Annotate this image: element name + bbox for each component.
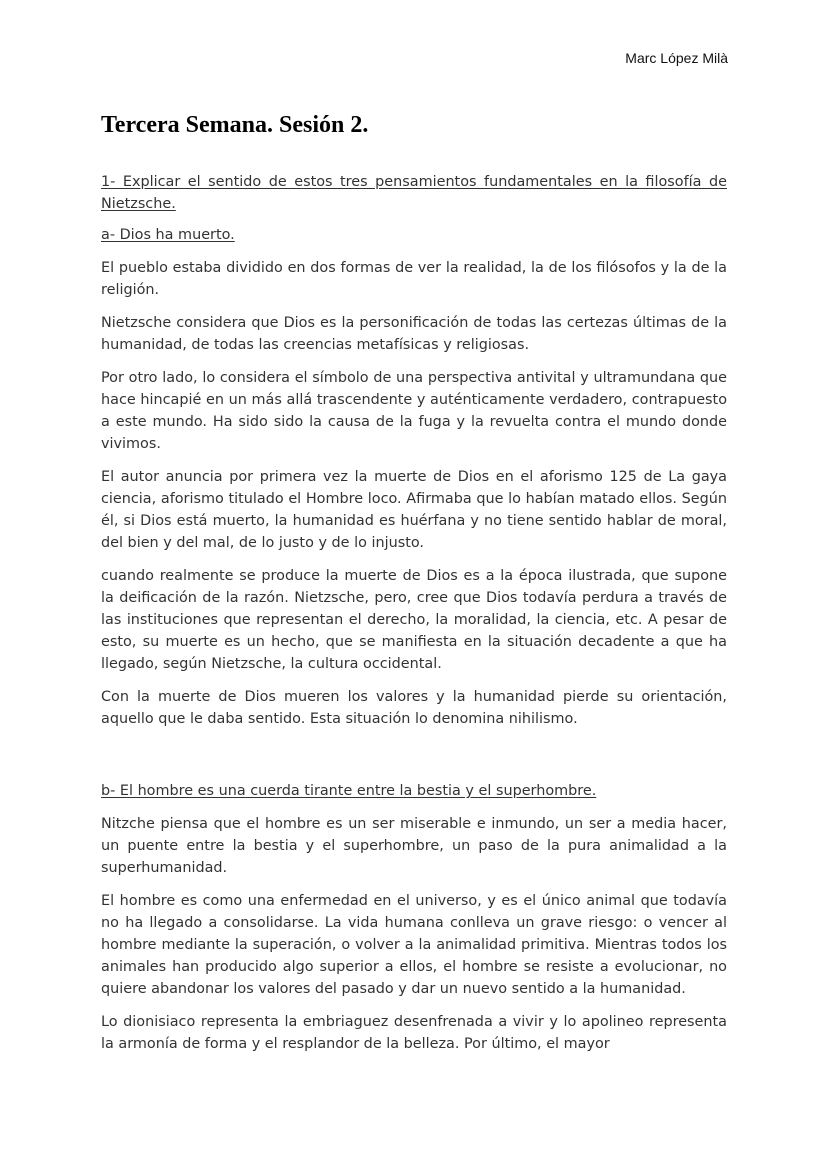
section-b-paragraph-3: Lo dionisiaco representa la embriaguez desenfrenada a vivir y lo apolineo representa la armonía de forma y el resplandor de la belleza. Por último, el mayor — [101, 1014, 727, 1052]
section-a-paragraph-1: El pueblo estaba dividido en dos formas de ver la realidad, la de los filósofos y la de la religión. — [101, 260, 727, 298]
section-a-paragraph-5: cuando realmente se produce la muerte de Dios es a la época ilustrada, que supone la deificación de la razón. Nietzsche, pero, cree que Dios todavía perdura a través de las instituciones que representan el derecho, la moralidad, la ciencia, etc. A pesar de esto, su muerte es un hecho, que se manifiesta en la situación decadente a que ha llegado, según Nietzsche, la cultura occidental. — [101, 568, 727, 672]
section-a-paragraph-2: Nietzsche considera que Dios es la personificación de todas las certezas últimas de la humanidad, de todas las creencias metafísicas y religiosas. — [101, 315, 727, 353]
author-name: Marc López Milà — [625, 50, 728, 66]
section-a-paragraph-6: Con la muerte de Dios mueren los valores y la humanidad pierde su orientación, aquello que le daba sentido. Esta situación lo denomina nihilismo. — [101, 689, 727, 727]
document-body — [101, 171, 727, 1066]
section-a-heading: a- Dios ha muerto. — [101, 227, 235, 243]
question-heading: 1- Explicar el sentido de estos tres pensamientos fundamentales en la filosofía de Nietzsche. — [101, 174, 727, 212]
section-b-heading: b- El hombre es una cuerda tirante entre la bestia y el superhombre. — [101, 783, 597, 799]
section-spacer — [101, 741, 727, 780]
section-a-paragraph-3: Por otro lado, lo considera el símbolo de una perspectiva antivital y ultramundana que hace hincapié en un más allá trascendente y auténticamente verdadero, contrapuesto a este mundo. Ha sido sido la causa de la fuga y la revuelta contra el mundo donde vivimos. — [101, 370, 727, 452]
section-b-paragraph-1: Nitzche piensa que el hombre es un ser miserable e inmundo, un ser a media hacer, un puente entre la bestia y el superhombre, un paso de la pura animalidad a la superhumanidad. — [101, 816, 727, 876]
page-title: Tercera Semana. Sesión 2. — [101, 112, 369, 138]
section-a-paragraph-4: El autor anuncia por primera vez la muerte de Dios en el aforismo 125 de La gaya ciencia, aforismo titulado el Hombre loco. Afirmaba que lo habían matado ellos. Según él, si Dios está muerto, la humanidad es huérfana y no tiene sentido hablar de moral, del bien y del mal, de lo justo y de lo injusto. — [101, 469, 727, 551]
section-b-paragraph-2: El hombre es como una enfermedad en el universo, y es el único animal que todavía no ha llegado a consolidarse. La vida humana conlleva un grave riesgo: o vencer al hombre mediante la superación, o volver a la animalidad primitiva. Mientras todos los animales han producido algo superior a ellos, el hombre se resiste a evolucionar, no quiere abandonar los valores del pasado y dar un nuevo sentido a la humanidad. — [101, 893, 727, 997]
